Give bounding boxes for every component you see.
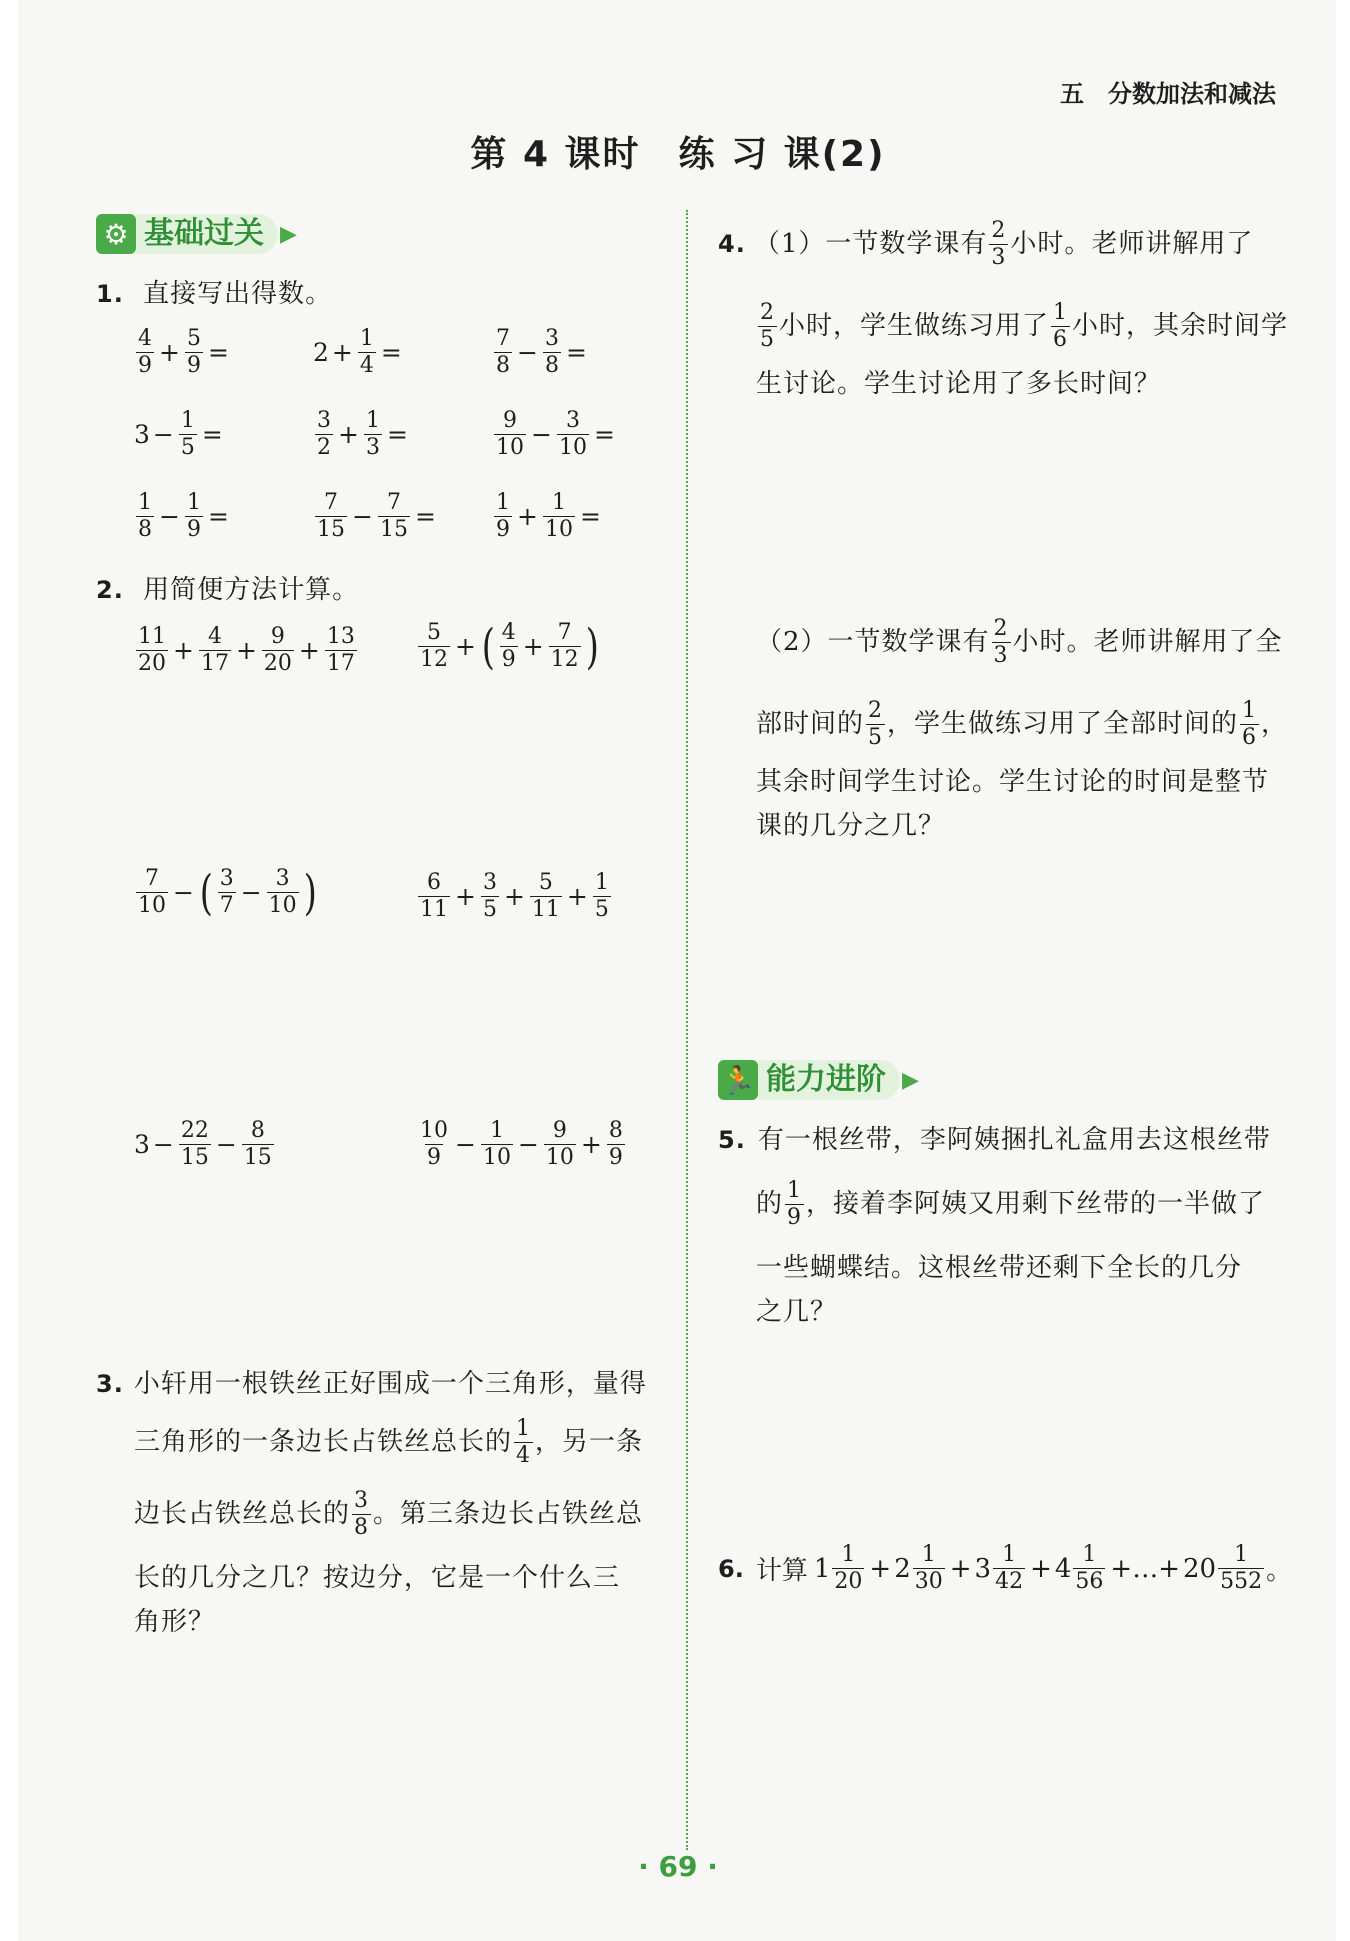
running-person-icon: 🏃 xyxy=(718,1060,758,1100)
fraction: $\frac{7}{8}$ xyxy=(496,326,510,378)
section-badge-advanced xyxy=(718,1058,919,1102)
lesson-title: 第 4 课时 练 习 课(2) xyxy=(470,134,886,175)
fraction: $\frac{1}{552}$ xyxy=(1220,1542,1263,1594)
fraction: $\frac{8}{9}$ xyxy=(608,1118,623,1170)
fraction: $\frac{11}{20}$ xyxy=(138,624,166,676)
fraction: $\frac{3}{10}$ xyxy=(558,408,587,460)
fraction: $\frac{4}{9}$ xyxy=(138,326,152,378)
question-5: 5. 有一根丝带，李阿姨捆扎礼盒用去这根丝带 的 $\frac{1}{9}$ ，接着李阿姨又用剩下丝带的一半做了 一些蝴蝶结。这根丝带还剩下全长的几分 之几？ xyxy=(718,1125,1271,1327)
fraction: $\frac{3}{10}$ xyxy=(268,866,297,918)
fraction: $\frac{3}{8}$ xyxy=(354,1487,370,1540)
arrow-right-icon: ▶ xyxy=(902,1067,919,1093)
fraction: $\frac{1}{10}$ xyxy=(482,1118,511,1170)
fraction: $\frac{2}{5}$ xyxy=(760,299,775,352)
fraction: $\frac{22}{15}$ xyxy=(180,1118,209,1170)
question-number: 5. xyxy=(718,1126,746,1154)
fraction: $\frac{1}{8}$ xyxy=(138,490,152,542)
question-4: 4. （1）一节数学课有 $\frac{2}{3}$ 小时。老师讲解用了 $\frac{2}{5}$ 小时，学生做练习用了 $\frac{1}{6}$ 小时，其余时间学 生讨论。学生讨论用了多长时间？ xyxy=(718,217,1289,399)
q2-expr-1: $\frac{11}{20}$ + $\frac{4}{17}$ + $\frac{9}{20}$ + $\frac{13}{17}$ xyxy=(138,624,355,676)
question-text: 用简便方法计算。 xyxy=(143,575,360,605)
question-number: 3. xyxy=(96,1370,124,1398)
fraction: $\frac{3}{5}$ xyxy=(482,870,497,922)
fraction: $\frac{1}{20}$ xyxy=(834,1542,863,1594)
fraction: $\frac{1}{9}$ xyxy=(186,490,201,542)
fraction: $\frac{4}{17}$ xyxy=(200,624,229,676)
chapter-title: 分数加法和减法 xyxy=(1108,80,1276,108)
fraction: $\frac{3}{2}$ xyxy=(317,408,331,460)
fraction: $\frac{1}{10}$ xyxy=(544,490,573,542)
fraction: $\frac{1}{6}$ xyxy=(1242,697,1258,750)
fraction: $\frac{6}{11}$ xyxy=(420,870,448,922)
q1-expr-9: $\frac{1}{9}$ + $\frac{1}{10}$ = xyxy=(496,490,601,542)
q1-expr-3: $\frac{7}{8}$ − $\frac{3}{8}$ = xyxy=(496,326,587,378)
fraction: $\frac{8}{15}$ xyxy=(243,1118,272,1170)
question-3: 3. 小轩用一根铁丝正好围成一个三角形，量得 三角形的一条边长占铁丝总长的 $\frac{1}{4}$ ，另一条 边长占铁丝总长的 $\frac{3}{8}$ 。第三条边长占铁丝总 长的几分之几？按边分，它是一个什么三 角形？ xyxy=(96,1369,647,1637)
section-badge-label: 基础过关 xyxy=(136,214,278,254)
fraction: $\frac{1}{5}$ xyxy=(594,870,609,922)
fraction: $\frac{3}{8}$ xyxy=(544,326,559,378)
fraction: $\frac{10}{9}$ xyxy=(420,1118,448,1170)
fraction: $\frac{1}{3}$ xyxy=(365,408,380,460)
q1-expr-2: 2 + $\frac{1}{4}$ = xyxy=(313,326,402,378)
q2-expr-5: 3 − $\frac{22}{15}$ − $\frac{8}{15}$ xyxy=(134,1118,272,1170)
fraction: $\frac{1}{4}$ xyxy=(516,1415,532,1468)
q1-expr-8: $\frac{7}{15}$ − $\frac{7}{15}$ = xyxy=(317,490,436,542)
fraction: $\frac{9}{10}$ xyxy=(496,408,524,460)
question-4-part-2: （2）一节数学课有 $\frac{2}{3}$ 小时。老师讲解用了全 部时间的 $\frac{2}{5}$ ，学生做练习用了全部时间的 $\frac{1}{6}$ ， 其余时间学生讨论。学生讨论的时间是整节 课的几分之几？ xyxy=(756,615,1289,841)
fraction: $\frac{7}{12}$ xyxy=(550,620,579,672)
section-badge-label: 能力进阶 xyxy=(758,1060,900,1100)
q1-expr-5: $\frac{3}{2}$ + $\frac{1}{3}$ = xyxy=(317,408,408,460)
q1-expr-1: $\frac{4}{9}$ + $\frac{5}{9}$ = xyxy=(138,326,229,378)
section-badge-basic xyxy=(96,212,297,256)
question-number: 6. xyxy=(718,1554,744,1583)
chapter-header xyxy=(1060,74,1276,109)
fraction: $\frac{2}{5}$ xyxy=(868,697,884,750)
question-number: 4. xyxy=(718,230,746,258)
fraction: $\frac{1}{9}$ xyxy=(787,1177,803,1230)
fraction: $\frac{3}{7}$ xyxy=(219,866,234,918)
fraction: $\frac{7}{15}$ xyxy=(379,490,408,542)
fraction: $\frac{1}{9}$ xyxy=(496,490,510,542)
fraction: $\frac{7}{15}$ xyxy=(317,490,345,542)
fraction: $\frac{7}{10}$ xyxy=(138,866,166,918)
q2-expr-4: $\frac{6}{11}$ + $\frac{3}{5}$ + $\frac{5}{11}$ + $\frac{1}{5}$ xyxy=(420,870,609,922)
fraction: $\frac{9}{10}$ xyxy=(545,1118,574,1170)
chapter-number: 五 xyxy=(1060,80,1084,108)
question-1-prompt xyxy=(96,272,332,316)
page-number: · 69 · xyxy=(638,1850,718,1883)
fraction: $\frac{1}{6}$ xyxy=(1053,299,1069,352)
q1-expr-6: $\frac{9}{10}$ − $\frac{3}{10}$ = xyxy=(496,408,615,460)
gear-icon: ⚙ xyxy=(96,214,136,254)
q1-expr-7: $\frac{1}{8}$ − $\frac{1}{9}$ = xyxy=(138,490,229,542)
fraction: $\frac{1}{56}$ xyxy=(1075,1542,1104,1594)
arrow-right-icon: ▶ xyxy=(280,221,297,247)
fraction: $\frac{1}{5}$ xyxy=(180,408,195,460)
question-number: 1. xyxy=(96,280,124,308)
question-number: 2. xyxy=(96,576,124,604)
fraction: $\frac{4}{9}$ xyxy=(501,620,516,672)
fraction: $\frac{1}{42}$ xyxy=(995,1542,1024,1594)
q2-expr-2: $\frac{5}{12}$ + ( $\frac{4}{9}$ + $\frac{7}{12}$ ) xyxy=(420,618,599,675)
fraction: $\frac{2}{3}$ xyxy=(991,217,1007,270)
fraction: $\frac{5}{9}$ xyxy=(186,326,201,378)
fraction: $\frac{1}{30}$ xyxy=(914,1542,943,1594)
question-2-prompt xyxy=(96,568,359,612)
fraction: $\frac{5}{11}$ xyxy=(531,870,560,922)
fraction: $\frac{1}{4}$ xyxy=(359,326,374,378)
fraction: $\frac{13}{17}$ xyxy=(326,624,355,676)
fraction: $\frac{9}{20}$ xyxy=(263,624,292,676)
q2-expr-3: $\frac{7}{10}$ − ( $\frac{3}{7}$ − $\frac{3}{10}$ ) xyxy=(138,864,317,921)
fraction: $\frac{5}{12}$ xyxy=(420,620,448,672)
question-6: 6. 计算 1 $\frac{1}{20}$ + 2 $\frac{1}{30}$ + 3 $\frac{1}{42}$ + 4 $\frac{1}{56}$ +…+ 20 $\frac{1}{552}$ 。 xyxy=(718,1542,1293,1594)
fraction: $\frac{2}{3}$ xyxy=(993,615,1009,668)
question-text: 直接写出得数。 xyxy=(143,279,333,309)
q1-expr-4: 3 − $\frac{1}{5}$ = xyxy=(134,408,223,460)
q2-expr-6: $\frac{10}{9}$ − $\frac{1}{10}$ − $\frac{9}{10}$ + $\frac{8}{9}$ xyxy=(420,1118,623,1170)
